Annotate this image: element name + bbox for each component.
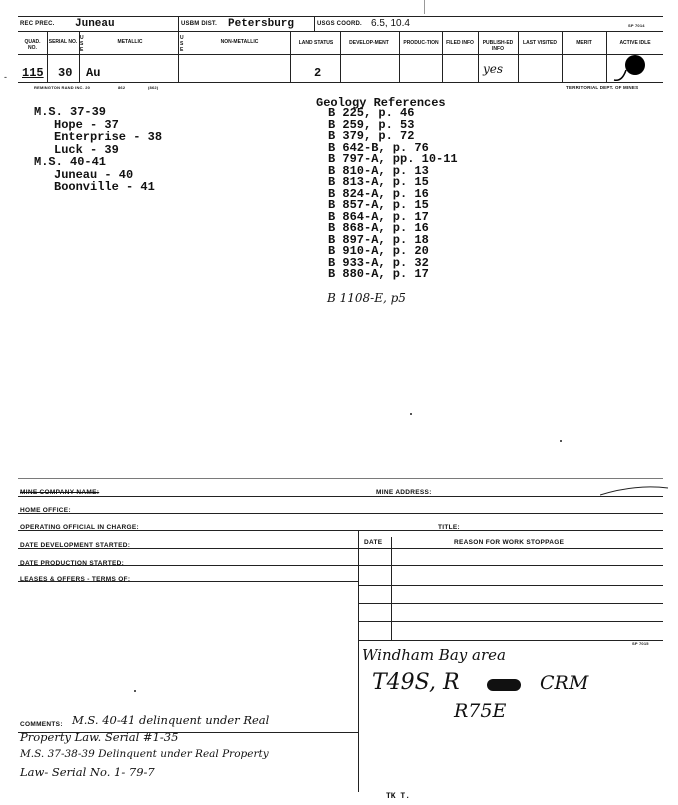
printer-imprint: REMINGTON RAND INC. 20 [34,85,91,90]
leases-label: LEASES & OFFERS - TERMS OF: [20,576,131,583]
location-line-1: Windham Bay area [362,646,506,664]
geology-ref: B 225, p. 46 [328,106,415,120]
mine-address-label: MINE ADDRESS: [376,489,432,496]
date-dev-started-label: DATE DEVELOPMENT STARTED: [20,542,131,549]
comments-line-4: Law- Serial No. 1- 79-7 [20,765,155,779]
territorial-dept: TERRITORIAL DEPT. OF MINES [566,85,639,90]
geology-ref: B 379, p. 72 [328,129,415,143]
col-last-visited: LAST VISITED [523,40,557,46]
geology-ref: B 868-A, p. 16 [328,221,429,235]
row-published-info: yes [483,62,504,76]
geology-title: Geology References [316,96,446,110]
col-quad-no: QUAD. NO. [24,39,41,51]
mineral-survey-line: M.S. 37-39 [34,105,107,119]
geology-ref: B 824-A, p. 16 [328,186,429,201]
mineral-survey-line: Boonville - 41 [54,180,155,194]
col-development: DEVELOP-MENT [349,40,389,46]
reason-col-label: REASON FOR WORK STOPPAGE [454,539,565,546]
comments-line-1: M.S. 40-41 delinquent under Real [72,713,270,727]
geology-ref: B 813-A, p. 15 [328,175,429,189]
mineral-survey-line: Hope - 37 [54,117,119,132]
printer-code-2: (862) [148,85,159,90]
mineral-surveys [34,106,162,194]
usbm-dist-value: Petersburg [228,18,295,30]
col-land-status: LAND STATUS [298,40,334,46]
date-prod-started-label: DATE PRODUCTION STARTED: [20,560,125,567]
corner-swoosh [600,480,670,500]
location-line-2: T49S, R [372,670,460,695]
col-published-info: PUBLISH-ED INFO [482,40,514,52]
mine-company-name-label: MINE COMPANY NAME: [20,489,100,496]
mineral-survey-line: Juneau - 40 [54,167,134,182]
row-metallic: Au [86,66,101,80]
comments-label: COMMENTS: [20,721,63,728]
title-label: TITLE: [438,524,461,531]
geology-ref: B 857-A, p. 15 [328,198,429,212]
col-use-nonmetallic: U S E [180,35,184,53]
geology-ref: B 259, p. 53 [328,117,415,132]
col-production: PRODUC-TION [403,40,439,46]
rec-prec-label: REC PREC. [20,21,55,27]
form-code-bottom: SP 7015 [632,641,649,646]
usbm-dist-label: USBM DIST. [181,21,218,27]
operating-official-label: OPERATING OFFICIAL IN CHARGE: [20,524,139,531]
geology-ref: B 897-A, p. 18 [328,232,429,247]
geology-ref: B 933-A, p. 32 [328,255,429,270]
mineral-survey-line: Enterprise - 38 [54,130,163,144]
usgs-coord-value: 6.5, 10.4 [371,18,410,29]
form-code-top: SP 7014 [628,23,645,28]
row-land-status: 2 [314,66,322,80]
bottom-mark: TK T. [386,792,411,801]
col-active-idle: ACTIVE IDLE [619,40,651,46]
active-check-mark [612,60,636,84]
geology-ref: B 810-A, p. 13 [328,163,429,178]
printer-code-1: 862 [118,85,126,90]
geology-refs [328,108,458,281]
location-initials: CRM [540,672,589,694]
col-filed-info: FILED INFO [446,40,474,46]
rec-prec-value: Juneau [75,18,115,30]
comments-line-2: Property Law. Serial #1-35 [20,730,179,744]
comments-line-3: M.S. 37-38-39 Delinquent under Real Property [20,748,269,760]
geology-handwritten-ref: B 1108-E, p5 [327,291,406,305]
col-use-metallic: U S E [80,35,84,53]
col-metallic: METALLIC [117,39,143,45]
row-quad: 115 [22,66,44,80]
usgs-coord-label: USGS COORD. [317,21,362,27]
col-non-metallic: NON-METALLIC [220,39,259,45]
mineral-survey-line: Luck - 39 [54,142,119,157]
geology-ref: B 642-B, p. 76 [328,140,429,155]
col-merit: MERIT [576,40,592,46]
col-serial-no: SERIAL NO. [48,39,78,45]
scribble-mark [487,679,521,691]
geology-ref: B 864-A, p. 17 [328,209,429,224]
location-line-3: R75E [454,700,507,722]
row-serial: 30 [58,66,73,80]
date-col-label: DATE [364,539,383,546]
mineral-survey-line: M.S. 40-41 [34,155,107,169]
geology-ref: B 797-A, pp. 10-11 [328,152,458,166]
geology-ref: B 880-A, p. 17 [328,267,429,281]
geology-ref: B 910-A, p. 20 [328,244,429,258]
home-office-label: HOME OFFICE: [20,507,71,514]
